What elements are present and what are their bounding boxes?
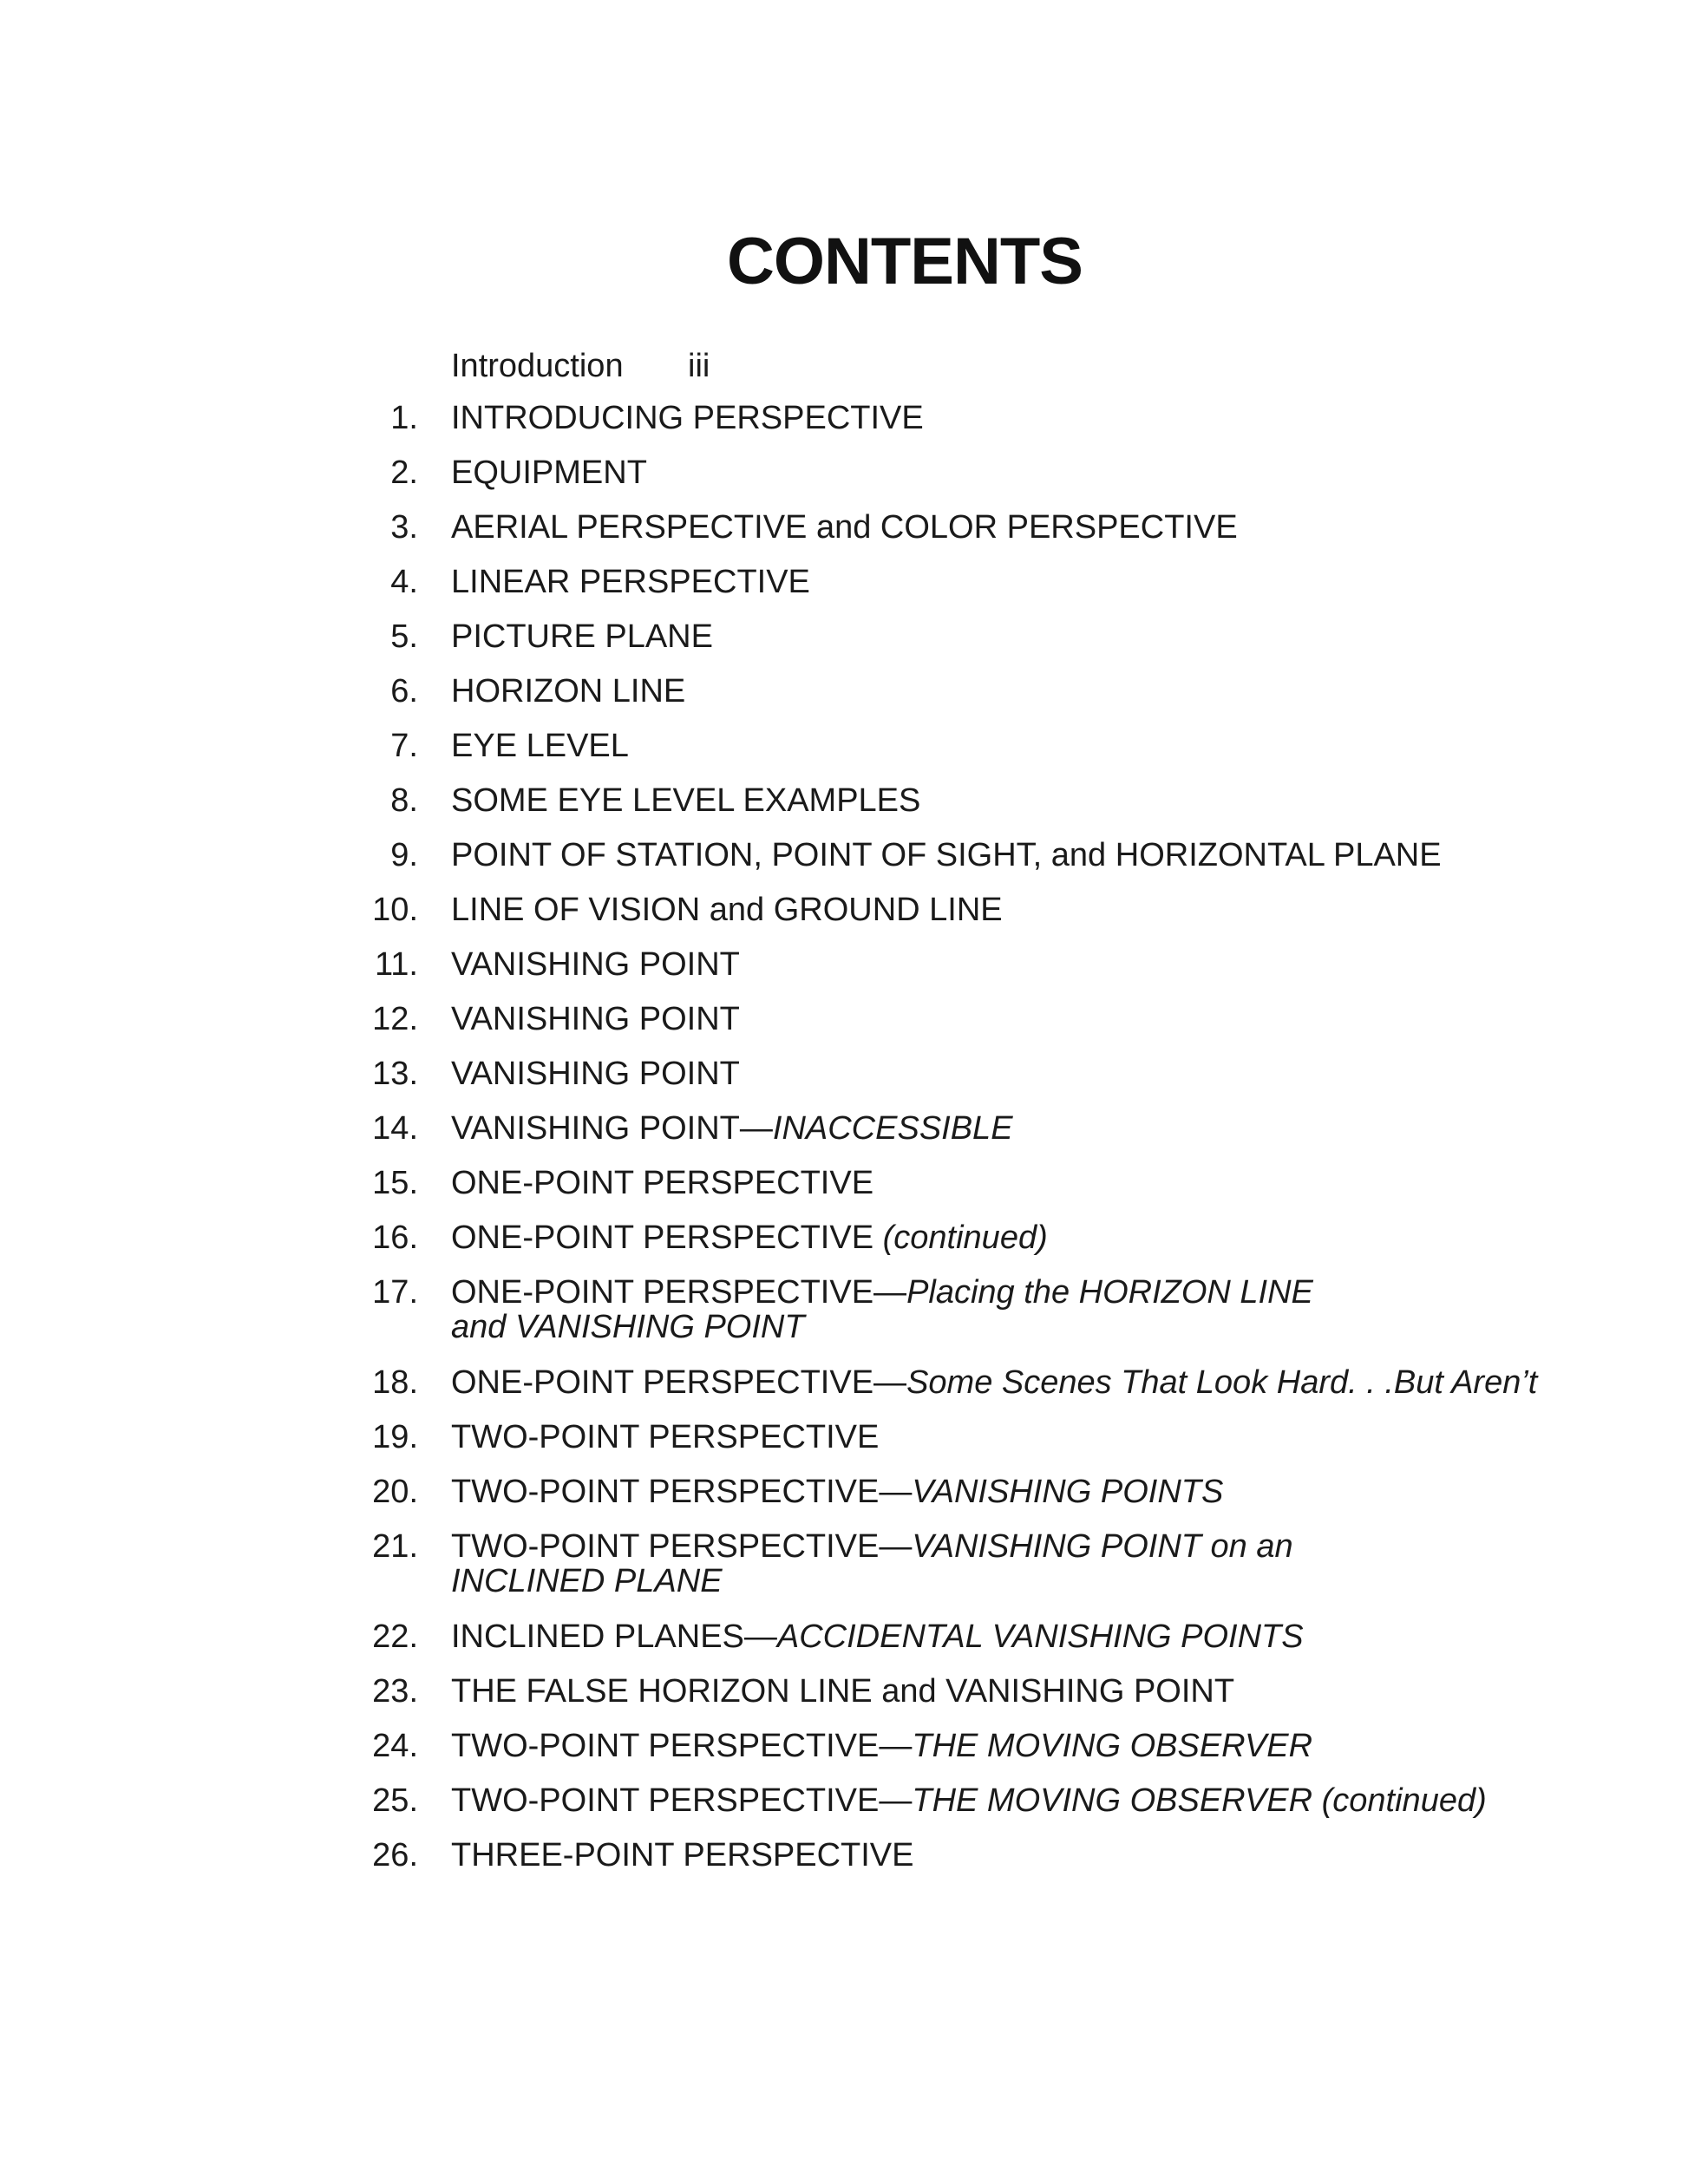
toc-entry-main: HORIZON LINE (451, 673, 686, 709)
toc-entry-main: TWO-POINT PERSPECTIVE— (451, 1528, 913, 1565)
toc-entry-main: EQUIPMENT (451, 454, 647, 491)
table-of-contents (347, 347, 1561, 1893)
toc-entry-number: 4. (390, 564, 418, 600)
toc-entry-number: 5. (390, 618, 418, 655)
toc-entry-title (451, 1783, 1527, 1818)
toc-entry-number: 20. (372, 1474, 418, 1510)
toc-entry-number: 15. (372, 1165, 418, 1201)
toc-entry[interactable] (347, 1783, 1561, 1838)
toc-entry-main: POINT OF STATION, POINT OF SIGHT, and HORIZONTAL PLANE (451, 837, 1442, 873)
toc-introduction[interactable] (347, 347, 1561, 401)
toc-entry-subtitle-continued: INCLINED PLANE (451, 1563, 723, 1599)
toc-entry-number: 7. (390, 728, 418, 764)
toc-introduction-page: iii (688, 348, 710, 384)
toc-entry-number: 11. (374, 946, 418, 983)
toc-entry[interactable] (347, 838, 1561, 893)
toc-entry-title (451, 619, 1527, 654)
toc-entry-main: VANISHING POINT (451, 1056, 740, 1092)
toc-entry[interactable] (347, 1365, 1561, 1420)
toc-entry-title (451, 1619, 1527, 1654)
toc-entry-subtitle: THE MOVING OBSERVER (912, 1728, 1313, 1764)
toc-entry-title (451, 838, 1527, 873)
toc-entry[interactable] (347, 619, 1561, 674)
toc-entry-main: VANISHING POINT (451, 1001, 740, 1037)
toc-entry-number: 2. (390, 454, 418, 491)
toc-entry-subtitle: VANISHING POINTS (912, 1474, 1224, 1510)
toc-entry-title (451, 1529, 1527, 1599)
toc-entry[interactable] (347, 510, 1561, 565)
toc-entry-main: VANISHING POINT (451, 946, 740, 983)
toc-entry-title (451, 1420, 1527, 1455)
toc-entry-main: THE FALSE HORIZON LINE and VANISHING POINT (451, 1673, 1235, 1710)
toc-entry-main: ONE-POINT PERSPECTIVE— (451, 1274, 907, 1311)
toc-entry[interactable] (347, 1220, 1561, 1275)
toc-entry[interactable] (347, 1729, 1561, 1783)
page-title: CONTENTS (727, 225, 1083, 298)
toc-entry[interactable] (347, 1420, 1561, 1475)
toc-entry-title (451, 510, 1527, 545)
toc-entry[interactable] (347, 1056, 1561, 1111)
toc-entry-subtitle: Some Scenes That Look Hard. . .But Aren’t (906, 1364, 1538, 1401)
toc-entry-title (451, 783, 1527, 818)
toc-entry-number: 23. (372, 1673, 418, 1710)
toc-entry-main: ONE-POINT PERSPECTIVE (451, 1165, 874, 1201)
toc-entry-number: 6. (390, 673, 418, 709)
toc-entry[interactable] (347, 1619, 1561, 1674)
toc-entry[interactable] (347, 565, 1561, 619)
toc-entry-title (451, 1729, 1527, 1763)
toc-entry-title (451, 565, 1527, 599)
toc-entry-main: LINEAR PERSPECTIVE (451, 564, 810, 600)
toc-entry-main: TWO-POINT PERSPECTIVE— (451, 1474, 913, 1510)
toc-entry-title (451, 674, 1527, 709)
toc-entry-title (451, 401, 1527, 435)
toc-entry-subtitle: (continued) (882, 1220, 1048, 1256)
toc-entry[interactable] (347, 1002, 1561, 1056)
toc-entry-title (451, 1056, 1527, 1091)
toc-entry[interactable] (347, 1529, 1561, 1619)
toc-entry[interactable] (347, 401, 1561, 455)
toc-entry-number: 1. (390, 400, 418, 436)
toc-entry-main: INCLINED PLANES— (451, 1618, 777, 1655)
toc-entry-subtitle: THE MOVING OBSERVER (continued) (912, 1782, 1487, 1819)
toc-entry[interactable] (347, 1674, 1561, 1729)
toc-entry[interactable] (347, 1475, 1561, 1529)
toc-entry-subtitle-continued: and VANISHING POINT (451, 1309, 805, 1345)
toc-entry-main: AERIAL PERSPECTIVE and COLOR PERSPECTIVE (451, 509, 1238, 546)
toc-entry-number: 9. (390, 837, 418, 873)
toc-entry-number: 18. (372, 1364, 418, 1401)
toc-entry-title (451, 1364, 1538, 1401)
toc-entry[interactable] (347, 1838, 1561, 1893)
toc-entry-title (451, 1111, 1527, 1146)
toc-entry-main: EYE LEVEL (451, 728, 629, 764)
toc-introduction-label: Introduction (451, 348, 624, 384)
toc-entry-number: 24. (372, 1728, 418, 1764)
toc-entry-main: TWO-POINT PERSPECTIVE (451, 1419, 880, 1455)
toc-entry-subtitle: ACCIDENTAL VANISHING POINTS (776, 1618, 1304, 1655)
toc-entry-main: SOME EYE LEVEL EXAMPLES (451, 782, 921, 819)
toc-entry-title (451, 893, 1527, 927)
toc-entry-number: 16. (372, 1220, 418, 1256)
toc-entry-title (451, 729, 1527, 763)
toc-entry-number: 17. (372, 1274, 418, 1311)
toc-entry[interactable] (347, 1111, 1561, 1166)
toc-entry-number: 14. (372, 1110, 418, 1147)
toc-entry-main: LINE OF VISION and GROUND LINE (451, 892, 1003, 928)
toc-list (347, 401, 1561, 1893)
toc-entry-main: INTRODUCING PERSPECTIVE (451, 400, 924, 436)
toc-entry-subtitle: VANISHING POINT on an (912, 1528, 1293, 1565)
toc-entry-main: TWO-POINT PERSPECTIVE— (451, 1782, 913, 1819)
toc-entry[interactable] (347, 1166, 1561, 1220)
toc-entry-number: 19. (372, 1419, 418, 1455)
toc-entry[interactable] (347, 455, 1561, 510)
toc-entry-main: THREE-POINT PERSPECTIVE (451, 1837, 914, 1873)
toc-entry-subtitle: INACCESSIBLE (772, 1110, 1013, 1147)
toc-entry-title (451, 455, 1527, 490)
toc-entry-number: 22. (372, 1618, 418, 1655)
toc-entry-main: ONE-POINT PERSPECTIVE (451, 1220, 883, 1256)
toc-entry-title (451, 1275, 1527, 1344)
toc-entry-number: 3. (390, 509, 418, 546)
toc-entry-subtitle: Placing the HORIZON LINE (906, 1274, 1313, 1311)
toc-entry-title (451, 947, 1527, 982)
toc-entry-number: 12. (372, 1001, 418, 1037)
toc-entry[interactable] (347, 1275, 1561, 1365)
toc-entry-number: 10. (372, 892, 418, 928)
toc-entry-title (451, 1166, 1527, 1200)
toc-entry-main: PICTURE PLANE (451, 618, 713, 655)
toc-entry[interactable] (347, 729, 1561, 783)
toc-entry-main: VANISHING POINT— (451, 1110, 773, 1147)
toc-entry[interactable] (347, 783, 1561, 838)
toc-entry-main: TWO-POINT PERSPECTIVE— (451, 1728, 913, 1764)
toc-entry[interactable] (347, 893, 1561, 947)
toc-entry-number: 21. (372, 1528, 418, 1565)
toc-entry[interactable] (347, 674, 1561, 729)
toc-entry-title (451, 1674, 1527, 1709)
toc-entry-number: 25. (372, 1782, 418, 1819)
toc-entry-title (451, 1220, 1527, 1255)
toc-entry-title (451, 1002, 1527, 1036)
toc-entry-number: 8. (390, 782, 418, 819)
toc-entry-number: 13. (372, 1056, 418, 1092)
toc-entry[interactable] (347, 947, 1561, 1002)
toc-entry-title (451, 1838, 1527, 1873)
toc-entry-title (451, 1475, 1527, 1509)
toc-entry-number: 26. (372, 1837, 418, 1873)
toc-entry-main: ONE-POINT PERSPECTIVE— (451, 1364, 907, 1401)
